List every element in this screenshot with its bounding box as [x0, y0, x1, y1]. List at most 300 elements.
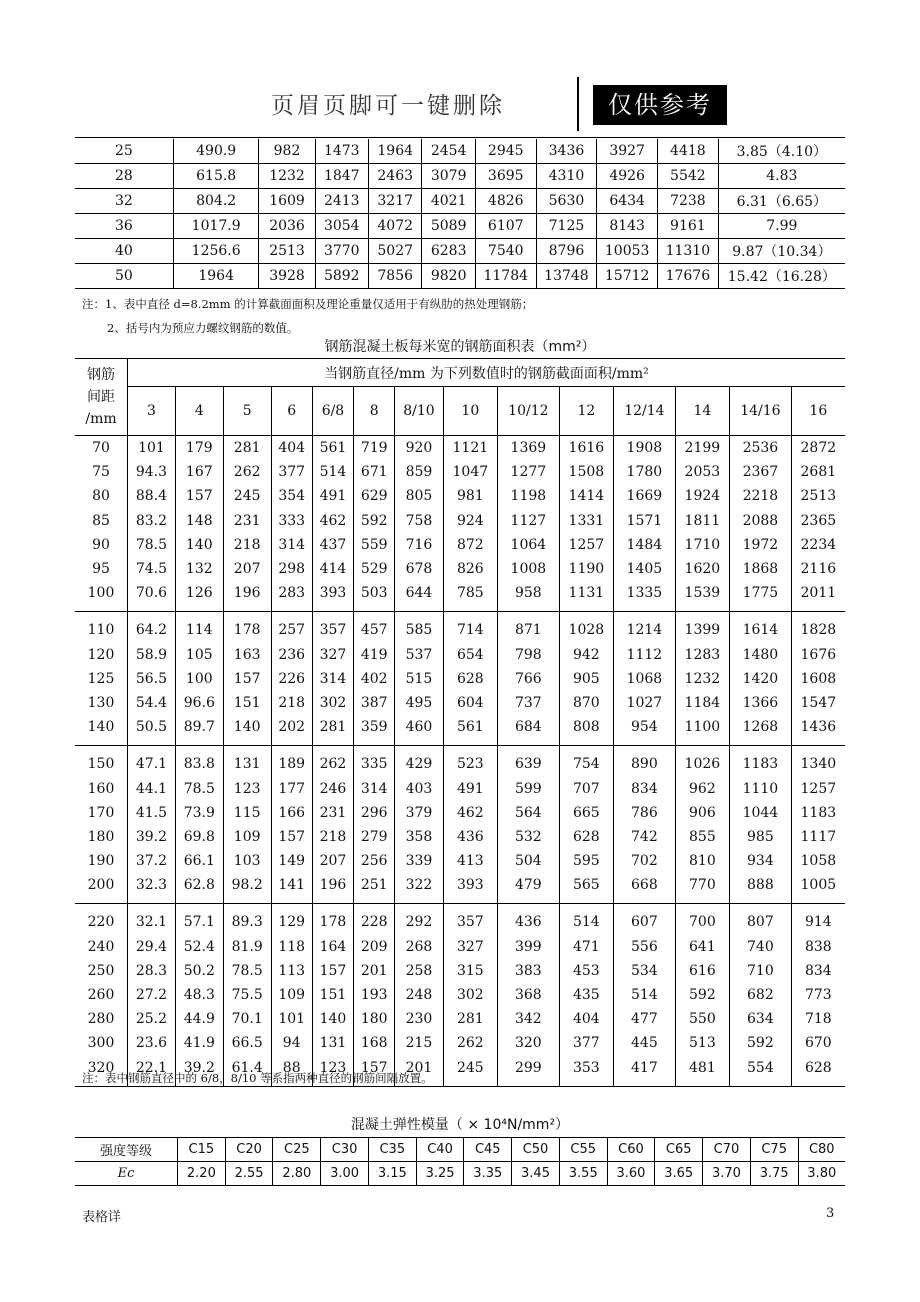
- area-cell: 41.5: [128, 801, 176, 825]
- table-row: [75, 983, 845, 1007]
- diameter-header-cell: 4: [175, 387, 223, 436]
- area-cell: 1924: [675, 484, 730, 508]
- table-cell: 2945: [475, 139, 536, 164]
- table-cell: 4926: [597, 164, 658, 189]
- table-cell: 7125: [536, 214, 597, 239]
- table-cell: 6.31（6.65）: [718, 189, 845, 214]
- area-cell: 262: [443, 1031, 498, 1055]
- area-cell: 808: [559, 715, 614, 746]
- area-cell: 354: [271, 484, 312, 508]
- table-cell: 6107: [475, 214, 536, 239]
- ec-value-cell: 2.20: [178, 1162, 226, 1186]
- area-cell: 302: [443, 983, 498, 1007]
- area-cell: 654: [443, 643, 498, 667]
- area-cell: 94: [271, 1031, 312, 1055]
- area-cell: 595: [559, 849, 614, 873]
- diameter-header-cell: 8: [354, 387, 395, 436]
- area-cell: 737: [498, 691, 560, 715]
- area-cell: 1005: [791, 873, 845, 904]
- area-cell: 554: [730, 1056, 792, 1087]
- area-cell: 1828: [791, 612, 845, 643]
- area-cell: 193: [354, 983, 395, 1007]
- table-cell: 6434: [597, 189, 658, 214]
- area-cell: 28.3: [128, 959, 176, 983]
- area-cell: 592: [675, 983, 730, 1007]
- area-cell: 2681: [791, 460, 845, 484]
- grade-row: [75, 1138, 845, 1162]
- area-cell: 178: [312, 904, 353, 935]
- area-cell: 445: [614, 1031, 676, 1055]
- area-cell: 32.3: [128, 873, 176, 904]
- area-cell: 599: [498, 776, 560, 800]
- area-cell: 838: [791, 935, 845, 959]
- area-cell: 495: [395, 691, 443, 715]
- area-cell: 1026: [675, 746, 730, 777]
- slab-rebar-area-table: [75, 358, 845, 1087]
- area-cell: 1198: [498, 484, 560, 508]
- slab-table-title: 钢筋混凝土板每米宽的钢筋面积表（mm²）: [324, 339, 596, 355]
- area-cell: 740: [730, 935, 792, 959]
- area-cell: 404: [559, 1007, 614, 1031]
- area-cell: 1414: [559, 484, 614, 508]
- table-cell: 13748: [536, 264, 597, 289]
- area-cell: 942: [559, 643, 614, 667]
- diameter-span-header: 当钢筋直径/mm 为下列数值时的钢筋截面面积/mm²: [128, 359, 846, 387]
- area-cell: 503: [354, 581, 395, 612]
- area-cell: 69.8: [175, 825, 223, 849]
- header-divider: [577, 77, 579, 131]
- table-cell: 4072: [368, 214, 421, 239]
- area-cell: 57.1: [175, 904, 223, 935]
- grade-cell: C75: [750, 1138, 798, 1162]
- area-cell: 202: [271, 715, 312, 746]
- area-cell: 436: [443, 825, 498, 849]
- area-cell: 462: [312, 509, 353, 533]
- area-cell: 1484: [614, 533, 676, 557]
- area-cell: 180: [354, 1007, 395, 1031]
- area-cell: 758: [395, 509, 443, 533]
- area-cell: 924: [443, 509, 498, 533]
- table-row: [75, 436, 845, 461]
- area-cell: 719: [354, 436, 395, 461]
- table-cell: 4418: [658, 139, 719, 164]
- area-cell: 504: [498, 849, 560, 873]
- diameter-header-cell: 14: [675, 387, 730, 436]
- ec-table-title: 混凝土弹性模量（ × 10⁴N/mm²）: [350, 1117, 570, 1133]
- area-cell: 62.8: [175, 873, 223, 904]
- area-cell: 668: [614, 873, 676, 904]
- area-cell: 834: [614, 776, 676, 800]
- area-cell: 166: [271, 801, 312, 825]
- ec-value-cell: 3.35: [464, 1162, 512, 1186]
- area-cell: 207: [223, 557, 271, 581]
- area-cell: 1008: [498, 557, 560, 581]
- area-cell: 262: [312, 746, 353, 777]
- table-row: [75, 612, 845, 643]
- area-cell: 27.2: [128, 983, 176, 1007]
- area-cell: 981: [443, 484, 498, 508]
- area-cell: 2088: [730, 509, 792, 533]
- elastic-modulus-table: [75, 1137, 845, 1186]
- area-cell: 826: [443, 557, 498, 581]
- table-row: [75, 873, 845, 904]
- ec-symbol: Ec: [117, 1166, 135, 1181]
- area-cell: 1399: [675, 612, 730, 643]
- table-cell: 1964: [173, 264, 259, 289]
- diameter-header-cell: 3: [128, 387, 176, 436]
- slab-header-row: [75, 359, 845, 387]
- area-cell: 906: [675, 801, 730, 825]
- area-cell: 299: [498, 1056, 560, 1087]
- area-cell: 1058: [791, 849, 845, 873]
- spacing-cell: 280: [75, 1007, 128, 1031]
- area-cell: 58.9: [128, 643, 176, 667]
- table-cell: 3770: [315, 239, 368, 264]
- area-cell: 140: [223, 715, 271, 746]
- table-cell: 2513: [259, 239, 315, 264]
- area-cell: 559: [354, 533, 395, 557]
- table-row: [75, 691, 845, 715]
- area-cell: 1676: [791, 643, 845, 667]
- spacing-cell: 100: [75, 581, 128, 612]
- area-cell: 201: [395, 1056, 443, 1087]
- area-cell: 561: [443, 715, 498, 746]
- area-cell: 1117: [791, 825, 845, 849]
- area-cell: 514: [559, 904, 614, 935]
- area-cell: 665: [559, 801, 614, 825]
- area-cell: 96.6: [175, 691, 223, 715]
- table-cell: 7.99: [718, 214, 845, 239]
- area-cell: 226: [271, 667, 312, 691]
- table-cell: 3054: [315, 214, 368, 239]
- area-cell: 167: [175, 460, 223, 484]
- corner-line-2: 间距: [87, 389, 115, 405]
- area-cell: 1366: [730, 691, 792, 715]
- area-cell: 66.5: [223, 1031, 271, 1055]
- area-cell: 684: [498, 715, 560, 746]
- area-cell: 132: [175, 557, 223, 581]
- area-cell: 770: [675, 873, 730, 904]
- table-row: [75, 904, 845, 935]
- area-cell: 399: [498, 935, 560, 959]
- diameter-header-cell: 12: [559, 387, 614, 436]
- area-cell: 1335: [614, 581, 676, 612]
- area-cell: 140: [312, 1007, 353, 1031]
- grade-cell: C65: [655, 1138, 703, 1162]
- table-cell: 3928: [259, 264, 315, 289]
- area-cell: 228: [354, 904, 395, 935]
- corner-line-1: 钢筋: [87, 367, 115, 383]
- area-cell: 1044: [730, 801, 792, 825]
- area-cell: 151: [312, 983, 353, 1007]
- area-cell: 634: [730, 1007, 792, 1031]
- table-cell: 11784: [475, 264, 536, 289]
- table-row: [75, 164, 845, 189]
- area-cell: 377: [559, 1031, 614, 1055]
- table-cell: 28: [75, 164, 173, 189]
- area-cell: 641: [675, 935, 730, 959]
- area-cell: 1121: [443, 436, 498, 461]
- area-cell: 164: [312, 935, 353, 959]
- spacing-cell: 150: [75, 746, 128, 777]
- area-cell: 100: [175, 667, 223, 691]
- table-cell: 8143: [597, 214, 658, 239]
- grade-cell: C25: [273, 1138, 321, 1162]
- table-row: [75, 533, 845, 557]
- area-cell: 754: [559, 746, 614, 777]
- area-cell: 209: [354, 935, 395, 959]
- area-cell: 1283: [675, 643, 730, 667]
- area-cell: 157: [223, 667, 271, 691]
- area-cell: 1436: [791, 715, 845, 746]
- table-cell: 5089: [422, 214, 475, 239]
- table-cell: 32: [75, 189, 173, 214]
- table-row: [75, 849, 845, 873]
- area-cell: 148: [175, 509, 223, 533]
- area-cell: 281: [312, 715, 353, 746]
- ec-value-cell: 2.80: [273, 1162, 321, 1186]
- area-cell: 414: [312, 557, 353, 581]
- area-cell: 479: [498, 873, 560, 904]
- area-cell: 268: [395, 935, 443, 959]
- area-cell: 39.2: [175, 1056, 223, 1087]
- area-cell: 404: [271, 436, 312, 461]
- area-cell: 2513: [791, 484, 845, 508]
- diameter-header-cell: 10/12: [498, 387, 560, 436]
- area-cell: 207: [312, 849, 353, 873]
- ec-value-cell: 3.60: [607, 1162, 655, 1186]
- ec-label: [75, 1162, 178, 1186]
- area-cell: 1112: [614, 643, 676, 667]
- area-cell: 1110: [730, 776, 792, 800]
- table-cell: 17676: [658, 264, 719, 289]
- area-cell: 54.4: [128, 691, 176, 715]
- area-cell: 256: [354, 849, 395, 873]
- table-note-2: 2、括号内为预应力螺纹钢筋的数值。: [107, 321, 299, 335]
- area-cell: 702: [614, 849, 676, 873]
- area-cell: 196: [312, 873, 353, 904]
- table-cell: 9820: [422, 264, 475, 289]
- area-cell: 1047: [443, 460, 498, 484]
- area-cell: 118: [271, 935, 312, 959]
- ec-value-cell: 3.45: [512, 1162, 560, 1186]
- area-cell: 123: [312, 1056, 353, 1087]
- area-cell: 178: [223, 612, 271, 643]
- table-cell: 50: [75, 264, 173, 289]
- table-row: [75, 667, 845, 691]
- area-cell: 1908: [614, 436, 676, 461]
- area-cell: 88.4: [128, 484, 176, 508]
- area-cell: 417: [614, 1056, 676, 1087]
- ec-value-cell: 3.00: [321, 1162, 369, 1186]
- area-cell: 140: [175, 533, 223, 557]
- area-cell: 1614: [730, 612, 792, 643]
- page-header: [75, 75, 845, 135]
- area-cell: 890: [614, 746, 676, 777]
- area-cell: 872: [443, 533, 498, 557]
- table-cell: 2454: [422, 139, 475, 164]
- table-cell: 3079: [422, 164, 475, 189]
- area-cell: 74.5: [128, 557, 176, 581]
- area-cell: 2367: [730, 460, 792, 484]
- rebar-area-table: [75, 139, 845, 289]
- area-cell: 534: [614, 959, 676, 983]
- area-cell: 1608: [791, 667, 845, 691]
- grade-cell: C60: [607, 1138, 655, 1162]
- spacing-cell: 170: [75, 801, 128, 825]
- grade-label: 强度等级: [75, 1138, 178, 1162]
- area-cell: 387: [354, 691, 395, 715]
- area-cell: 302: [312, 691, 353, 715]
- area-cell: 75.5: [223, 983, 271, 1007]
- page-number: 3: [826, 1206, 835, 1221]
- area-cell: 2116: [791, 557, 845, 581]
- area-cell: 78.5: [175, 776, 223, 800]
- area-cell: 1669: [614, 484, 676, 508]
- area-cell: 807: [730, 904, 792, 935]
- area-cell: 236: [271, 643, 312, 667]
- area-cell: 429: [395, 746, 443, 777]
- table-row: [75, 643, 845, 667]
- spacing-cell: 120: [75, 643, 128, 667]
- table-cell: 40: [75, 239, 173, 264]
- area-cell: 1183: [791, 801, 845, 825]
- area-cell: 1028: [559, 612, 614, 643]
- area-cell: 322: [395, 873, 443, 904]
- ec-value-cell: 3.15: [368, 1162, 416, 1186]
- area-cell: 383: [498, 959, 560, 983]
- spacing-cell: 130: [75, 691, 128, 715]
- area-cell: 78.5: [128, 533, 176, 557]
- area-cell: 246: [312, 776, 353, 800]
- area-cell: 157: [175, 484, 223, 508]
- area-cell: 39.2: [128, 825, 176, 849]
- grade-cell: C55: [559, 1138, 607, 1162]
- area-cell: 413: [443, 849, 498, 873]
- area-cell: 258: [395, 959, 443, 983]
- area-cell: 491: [312, 484, 353, 508]
- area-cell: 1340: [791, 746, 845, 777]
- area-cell: 523: [443, 746, 498, 777]
- area-cell: 766: [498, 667, 560, 691]
- area-cell: 460: [395, 715, 443, 746]
- spacing-cell: 250: [75, 959, 128, 983]
- diameter-header-cell: 6/8: [312, 387, 353, 436]
- table-row: [75, 715, 845, 746]
- area-cell: 283: [271, 581, 312, 612]
- area-cell: 834: [791, 959, 845, 983]
- reference-only-badge: 仅供参考: [593, 85, 727, 125]
- diameter-header-cell: 8/10: [395, 387, 443, 436]
- grade-cell: C20: [225, 1138, 273, 1162]
- table-row: [75, 139, 845, 164]
- area-cell: 25.2: [128, 1007, 176, 1031]
- area-cell: 52.4: [175, 935, 223, 959]
- area-cell: 149: [271, 849, 312, 873]
- area-cell: 437: [312, 533, 353, 557]
- area-cell: 89.7: [175, 715, 223, 746]
- area-cell: 471: [559, 935, 614, 959]
- table-row: [75, 776, 845, 800]
- ec-value-cell: 3.25: [416, 1162, 464, 1186]
- table-cell: 15712: [597, 264, 658, 289]
- area-cell: 157: [354, 1056, 395, 1087]
- spacing-cell: 85: [75, 509, 128, 533]
- area-cell: 678: [395, 557, 443, 581]
- area-cell: 298: [271, 557, 312, 581]
- area-cell: 196: [223, 581, 271, 612]
- corner-line-3: /mm: [85, 411, 117, 427]
- area-cell: 905: [559, 667, 614, 691]
- area-cell: 786: [614, 801, 676, 825]
- area-cell: 435: [559, 983, 614, 1007]
- grade-cell: C80: [798, 1138, 845, 1162]
- diameter-header-row: [75, 387, 845, 436]
- area-cell: 245: [443, 1056, 498, 1087]
- area-cell: 231: [312, 801, 353, 825]
- area-cell: 2053: [675, 460, 730, 484]
- area-cell: 1068: [614, 667, 676, 691]
- area-cell: 934: [730, 849, 792, 873]
- table-cell: 4826: [475, 189, 536, 214]
- area-cell: 320: [498, 1031, 560, 1055]
- area-cell: 131: [312, 1031, 353, 1055]
- area-cell: 105: [175, 643, 223, 667]
- area-cell: 1710: [675, 533, 730, 557]
- area-cell: 1027: [614, 691, 676, 715]
- area-cell: 859: [395, 460, 443, 484]
- area-cell: 70.1: [223, 1007, 271, 1031]
- area-cell: 798: [498, 643, 560, 667]
- table-cell: 3927: [597, 139, 658, 164]
- area-cell: 61.4: [223, 1056, 271, 1087]
- area-cell: 958: [498, 581, 560, 612]
- area-cell: 32.1: [128, 904, 176, 935]
- area-cell: 1972: [730, 533, 792, 557]
- area-cell: 671: [354, 460, 395, 484]
- area-cell: 314: [271, 533, 312, 557]
- area-cell: 50.5: [128, 715, 176, 746]
- area-cell: 871: [498, 612, 560, 643]
- area-cell: 131: [223, 746, 271, 777]
- slab-table-note: 注：表中钢筋直径中的 6/8，8/10 等系指两种直径的钢筋间隔放置。: [82, 1071, 433, 1085]
- ec-value-cell: 3.65: [655, 1162, 703, 1186]
- spacing-cell: 110: [75, 612, 128, 643]
- area-cell: 115: [223, 801, 271, 825]
- spacing-cell: 190: [75, 849, 128, 873]
- grade-cell: C15: [178, 1138, 226, 1162]
- table-cell: 5542: [658, 164, 719, 189]
- table-cell: 10053: [597, 239, 658, 264]
- area-cell: 342: [498, 1007, 560, 1031]
- area-cell: 126: [175, 581, 223, 612]
- area-cell: 1616: [559, 436, 614, 461]
- area-cell: 805: [395, 484, 443, 508]
- area-cell: 1420: [730, 667, 792, 691]
- area-cell: 1539: [675, 581, 730, 612]
- area-cell: 592: [354, 509, 395, 533]
- table-cell: 3.85（4.10）: [718, 139, 845, 164]
- area-cell: 50.2: [175, 959, 223, 983]
- area-cell: 48.3: [175, 983, 223, 1007]
- area-cell: 1268: [730, 715, 792, 746]
- area-cell: 281: [443, 1007, 498, 1031]
- table-cell: 7540: [475, 239, 536, 264]
- area-cell: 157: [271, 825, 312, 849]
- ec-value-cell: 3.80: [798, 1162, 845, 1186]
- grade-cell: C70: [703, 1138, 751, 1162]
- area-cell: 129: [271, 904, 312, 935]
